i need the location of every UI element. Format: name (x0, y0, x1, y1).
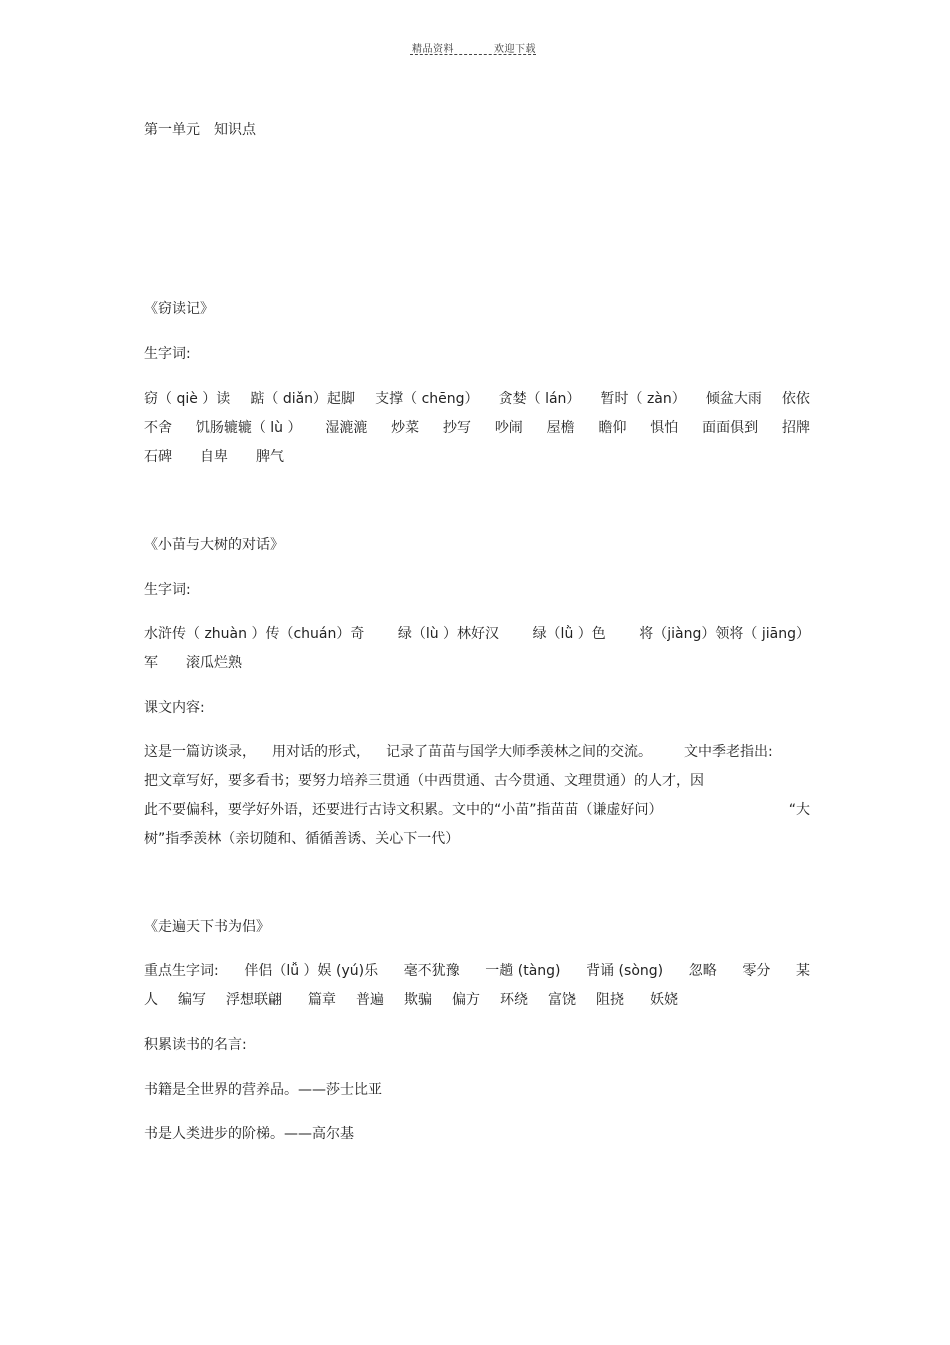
word-item: 编写 (178, 992, 206, 1008)
quotes-label: 积累读书的名言: (144, 1037, 247, 1053)
word-item: 普遍 (356, 992, 384, 1008)
section-title-2: 《小苗与大树的对话》 (144, 537, 284, 553)
word-item: 零分 (742, 963, 771, 979)
word-item: 踮（ diǎn）起脚 (250, 391, 356, 407)
header-divider (410, 54, 536, 55)
word-item: 支撑（ chēng） (375, 391, 479, 407)
quote-1: 书籍是全世界的营养品。——莎士比亚 (144, 1082, 382, 1098)
word-item: 富饶 (548, 992, 576, 1008)
word-item: 背诵 (sòng) (586, 963, 664, 979)
content-segment: “大 (788, 802, 810, 818)
word-row (144, 649, 810, 678)
word-item: 绿（lǜ ）色 (532, 626, 606, 642)
content-segment: 文中季老指出: (684, 744, 773, 760)
word-list-2 (144, 620, 810, 678)
word-item: 不舍 (144, 420, 172, 436)
unit-title: 第一单元 知识点 (144, 122, 256, 138)
content-segment: 把文章写好，要多看书；要努力培养三贯通（中西贯通、古今贯通、文理贯通）的人才，因 (144, 773, 704, 789)
word-item: 依依 (781, 391, 810, 407)
word-item: 欺骗 (404, 992, 432, 1008)
word-item: 一趟 (tàng) (485, 963, 561, 979)
word-item: 暂时（ zàn） (600, 391, 686, 407)
word-item: 水浒传（ zhuàn ）传（chuán）奇 (144, 626, 365, 642)
word-item: 绿（lù ）林好汉 (397, 626, 500, 642)
content-segment: 记录了苗苗与国学大师季羡林之间的交流。 (386, 744, 652, 760)
word-row (144, 414, 810, 443)
word-item: 饥肠辘辘（ lù ） (195, 420, 302, 436)
word-item: 贪婪（ lán） (498, 391, 581, 407)
word-item: 屋檐 (546, 420, 575, 436)
word-item: 环绕 (500, 992, 528, 1008)
word-item: 抄写 (442, 420, 471, 436)
content-line (144, 825, 810, 854)
word-item: 招牌 (781, 420, 810, 436)
word-item: 吵闹 (494, 420, 523, 436)
word-item: 某 (795, 963, 810, 979)
content-line (144, 767, 810, 796)
content-label: 课文内容: (144, 700, 205, 716)
word-list-1 (144, 385, 810, 472)
word-item: 湿漉漉 (325, 420, 368, 436)
content-paragraph (144, 738, 810, 854)
key-word-list (144, 957, 810, 1015)
section-title-1: 《窃读记》 (144, 301, 214, 317)
word-row (144, 620, 810, 649)
content-segment: 这是一篇访谈录， (144, 744, 256, 760)
word-item: 毫不犹豫 (403, 963, 460, 979)
new-words-label-1: 生字词: (144, 346, 191, 362)
word-item: 倾盆大雨 (705, 391, 762, 407)
word-item: 人 (144, 992, 158, 1008)
content-line (144, 796, 810, 825)
word-item: 阻挠 (596, 992, 624, 1008)
word-item: 将（jiàng）领将（ jiāng） (639, 626, 810, 642)
key-words-label: 重点生字词: (144, 963, 219, 979)
word-item: 浮想联翩 (226, 992, 282, 1008)
word-item: 军 (144, 655, 158, 671)
word-item: 忽略 (688, 963, 717, 979)
header-left-text: 精品资料 (412, 44, 454, 55)
word-row (144, 443, 810, 472)
word-item: 炒菜 (391, 420, 420, 436)
word-item: 脾气 (256, 449, 284, 465)
word-row (144, 986, 810, 1015)
content-segment: 此不要偏科，要学好外语，还要进行古诗文积累。文中的“小苗”指苗苗（谦虚好问） (144, 802, 663, 818)
word-item: 瞻仰 (598, 420, 627, 436)
new-words-label-2: 生字词: (144, 582, 191, 598)
word-item: 伴侣（lǚ ）娱 (yú)乐 (244, 963, 379, 979)
content-segment: 用对话的形式， (272, 744, 370, 760)
word-item: 自卑 (200, 449, 228, 465)
word-row (144, 957, 810, 986)
content-line (144, 738, 810, 767)
word-item: 面面俱到 (702, 420, 759, 436)
word-item: 惧怕 (650, 420, 679, 436)
word-item: 窃（ qiè ）读 (144, 391, 231, 407)
content-segment: 树”指季羡林（亲切随和、循循善诱、关心下一代） (144, 831, 460, 847)
word-item: 篇章 (308, 992, 336, 1008)
word-item: 妖娆 (650, 992, 678, 1008)
word-item: 偏方 (452, 992, 480, 1008)
quote-2: 书是人类进步的阶梯。——高尔基 (144, 1126, 354, 1142)
word-item: 滚瓜烂熟 (186, 655, 242, 671)
word-item: 石碑 (144, 449, 172, 465)
word-row (144, 385, 810, 414)
section-title-3: 《走遍天下书为侣》 (144, 919, 270, 935)
header-right-text: 欢迎下载 (494, 44, 536, 55)
